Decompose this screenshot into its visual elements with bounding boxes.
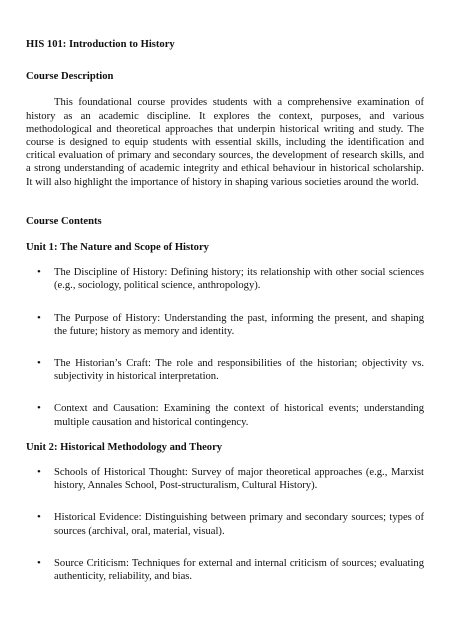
bullet-icon: •	[37, 556, 41, 569]
topic-text: The Purpose of History: Understanding the past, informing the present, and shaping the future; history as memory and identity.	[54, 312, 424, 337]
topic-text: Source Criticism: Techniques for external and internal criticism of sources; evaluating authenticity, reliability, and bias.	[54, 557, 424, 583]
bullet-icon: •	[37, 466, 41, 479]
list-item	[26, 557, 424, 583]
list-item	[26, 466, 424, 492]
unit-2-topic-list	[26, 466, 424, 583]
unit-1-topic-list	[26, 266, 424, 429]
topic-text: Context and Causation: Examining the context of historical events; understanding multiple causation and historical contingency.	[54, 403, 424, 428]
course-description-heading: Course Description	[26, 71, 114, 83]
topic-text: Schools of Historical Thought: Survey of major theoretical approaches (e.g., Marxist history, Annales School, Post-structuralism, Cultural History).	[54, 467, 424, 492]
unit-2-block	[26, 441, 424, 583]
topic-text: The Historian’s Craft: The role and responsibilities of the historian; objectivity vs. subjectivity in historical interpretation.	[54, 358, 424, 383]
list-item	[26, 266, 424, 292]
course-description-text: This foundational course provides students with a comprehensive examination of history as an academic discipline. It explores the context, purposes, and various methodological and theoretical approaches that underpin historical writing and study. The course is designed to equip students with essential skills, including the identification and critical evaluation of primary and secondary sources, the development of research skills, and a strong understanding of academic integrity and ethical behaviour in historical scholarship. It will also highlight the importance of history in shaping various societies around the world.	[26, 97, 424, 188]
list-item	[26, 312, 424, 338]
list-item	[26, 511, 424, 537]
topic-text: Historical Evidence: Distinguishing between primary and secondary sources; types of sources (archival, oral, material, visual).	[54, 512, 424, 537]
list-item	[26, 402, 424, 428]
bullet-icon: •	[37, 311, 41, 324]
document-page	[26, 38, 424, 602]
unit-1-heading: Unit 1: The Nature and Scope of History	[26, 242, 209, 254]
unit-1-block	[26, 241, 424, 429]
topic-text: The Discipline of History: Defining history; its relationship with other social sciences (e.g., sociology, political science, anthropology).	[54, 267, 424, 292]
bullet-icon: •	[37, 402, 41, 415]
course-contents-heading: Course Contents	[26, 215, 102, 227]
bullet-icon: •	[37, 511, 41, 524]
bullet-icon: •	[37, 266, 41, 279]
list-item	[26, 357, 424, 383]
bullet-icon: •	[37, 357, 41, 370]
unit-2-heading: Unit 2: Historical Methodology and Theory	[26, 441, 223, 453]
course-title: HIS 101: Introduction to History	[26, 39, 175, 50]
